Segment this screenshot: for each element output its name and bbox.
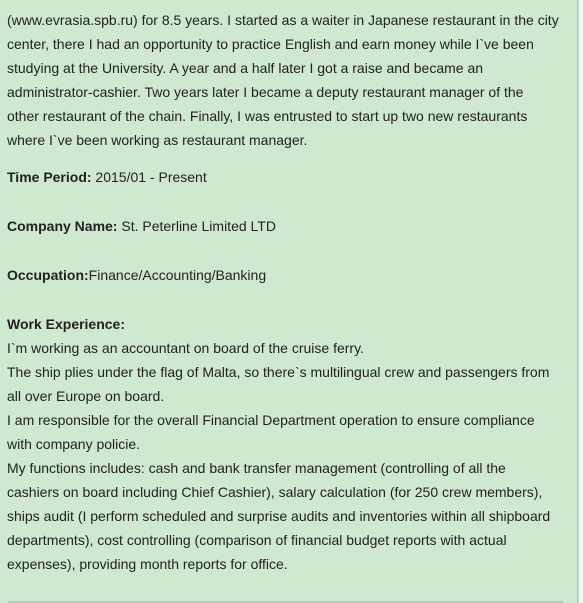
- time-period-row: [7, 165, 573, 189]
- work-experience-line: ships audit (I perform scheduled and surprise audits and inventories within all shipboard: [7, 508, 551, 524]
- work-experience-line: expenses), providing month reports for office.: [7, 556, 288, 572]
- intro-paragraph: [7, 8, 573, 152]
- work-experience-row: [7, 312, 573, 336]
- company-value: St. Peterline Limited LTD: [117, 218, 276, 234]
- time-period-value: 2015/01 - Present: [91, 169, 207, 185]
- intro-line: studying at the University. A year and a half later I got a raise and became an: [7, 60, 484, 76]
- company-row: [7, 214, 573, 238]
- work-experience-line: I am responsible for the overall Financial Department operation to ensure compliance: [7, 412, 535, 428]
- work-experience-line: My functions includes: cash and bank transfer management (controlling of all the: [7, 460, 506, 476]
- work-experience-line: cashiers on board including Chief Cashier), salary calculation (for 250 crew members),: [7, 484, 543, 500]
- intro-line: center, there I had an opportunity to practice English and earn money while I`ve been: [7, 36, 534, 52]
- occupation-value: Finance/Accounting/Banking: [88, 267, 267, 283]
- work-experience-line: with company policie.: [7, 436, 141, 452]
- intro-line: administrator-cashier. Two years later I became a deputy restaurant manager of the: [7, 84, 524, 100]
- occupation-row: [7, 263, 573, 287]
- work-experience-line: The ship plies under the flag of Malta, so there`s multilingual crew and passengers from: [7, 364, 550, 380]
- time-period-label: Time Period:: [7, 169, 92, 185]
- work-experience-line: departments), cost controlling (comparison of financial budget reports with actual: [7, 532, 507, 548]
- work-experience-body: [7, 336, 573, 576]
- work-experience-line: all over Europe on board.: [7, 388, 165, 404]
- intro-line: where I`ve been working as restaurant manager.: [7, 132, 308, 148]
- work-experience-label: Work Experience:: [7, 316, 126, 332]
- occupation-label: Occupation:: [7, 267, 89, 283]
- intro-line: other restaurant of the chain. Finally, I was entrusted to start up two new restaurants: [7, 108, 528, 124]
- intro-line: (www.evrasia.spb.ru) for 8.5 years. I started as a waiter in Japanese restaurant in the city: [7, 12, 559, 28]
- vertical-scrollbar[interactable]: [578, 0, 583, 603]
- resume-content: [7, 8, 573, 576]
- work-experience-line: I`m working as an accountant on board of the cruise ferry.: [7, 340, 364, 356]
- company-label: Company Name:: [7, 218, 118, 234]
